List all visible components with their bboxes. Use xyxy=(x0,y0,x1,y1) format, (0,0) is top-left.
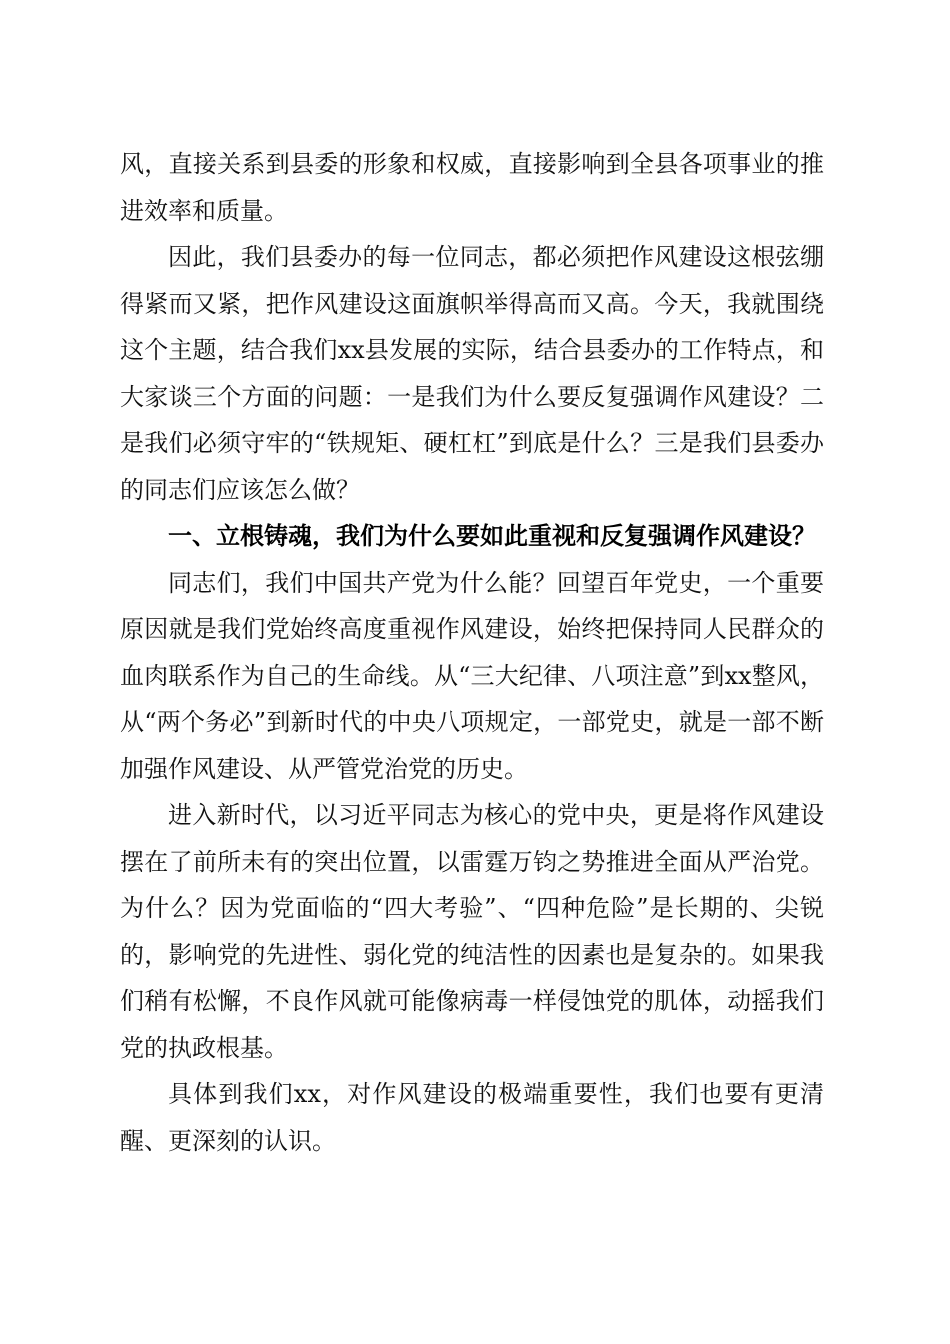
paragraph-local: 具体到我们xx，对作风建设的极端重要性，我们也要有更清醒、更深刻的认识。 xyxy=(120,1080,824,1155)
section-heading-1: 一、立根铸魂，我们为什么要如此重视和反复强调作风建设？ xyxy=(168,522,816,550)
paragraph-party-history: 同志们，我们中国共产党为什么能？回望百年党史，一个重要原因就是我们党始终高度重视作风建设，始终把保持同人民群众的血肉联系作为自己的生命线。从“三大纪律、八项注意”到xx整风，从“两个务必”到新时代的中央八项规定，一部党史，就是一部不断加强作风建设、从严管党治党的历史。 xyxy=(120,568,824,783)
paragraph-continuation: 风，直接关系到县委的形象和权威，直接影响到全县各项事业的推进效率和质量。 xyxy=(120,150,824,225)
document-body xyxy=(120,141,824,1164)
paragraph-new-era: 进入新时代，以习近平同志为核心的党中央，更是将作风建设摆在了前所未有的突出位置，以雷霆万钧之势推进全面从严治党。为什么？因为党面临的“四大考验”、“四种危险”是长期的、尖锐的，影响党的先进性、弱化党的纯洁性的因素也是复杂的。如果我们稍有松懈，不良作风就可能像病毒一样侵蚀党的肌体，动摇我们党的执政根基。 xyxy=(120,801,824,1062)
paragraph-agenda: 因此，我们县委办的每一位同志，都必须把作风建设这根弦绷得紧而又紧，把作风建设这面旗帜举得高而又高。今天，我就围绕这个主题，结合我们xx县发展的实际，结合县委办的工作特点，和大家谈三个方面的问题：一是我们为什么要反复强调作风建设？二是我们必须守牢的“铁规矩、硬杠杠”到底是什么？三是我们县委办的同志们应该怎么做？ xyxy=(120,243,824,504)
